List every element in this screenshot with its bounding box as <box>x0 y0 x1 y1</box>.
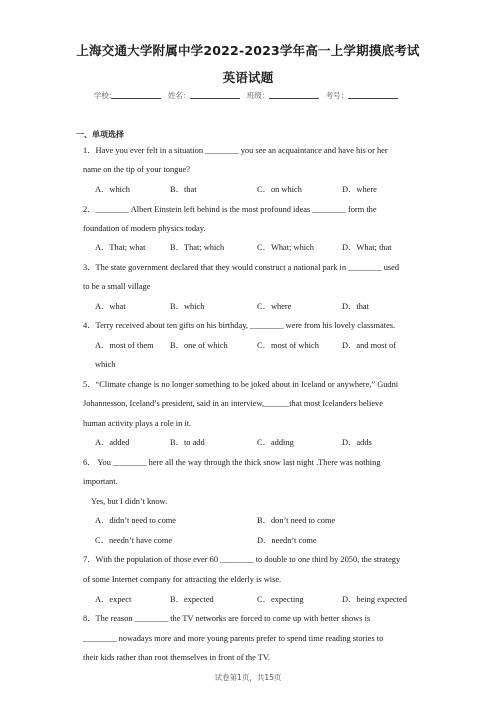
question-4-line-1: 4．Terry received about ten gifts on his birthday, ________ were from his lovely classmates. <box>83 321 396 330</box>
q4-option-a[interactable]: A．most of them <box>95 341 154 350</box>
q7-option-d[interactable]: D．being expected <box>342 595 407 604</box>
question-7-line-2: of some Internet company for attracting the elderly is wise. <box>83 575 282 584</box>
q4-option-c[interactable]: C．most of which <box>257 341 319 350</box>
number-blank[interactable] <box>348 90 398 99</box>
q4-option-d[interactable]: D．and most of <box>342 341 396 350</box>
exam-title: 上海交通大学附属中学2022-2023学年高一上学期摸底考试 <box>76 43 420 58</box>
q2-option-c[interactable]: C．What; which <box>257 243 314 252</box>
question-8-line-3: their kids rather than root themselves in front of the TV. <box>83 653 270 662</box>
q6-option-d[interactable]: D．needn’t come <box>257 536 317 545</box>
q7-option-b[interactable]: B．expected <box>170 595 214 604</box>
question-5-line-1: 5．“Climate change is no longer something to be joked about in Iceland or anywhere,” Gudni <box>83 380 399 389</box>
question-6-line-2: important. <box>83 477 118 486</box>
page-footer: 试卷第1页，共15页 <box>214 673 282 682</box>
question-6-line-1: 6． You ________ here all the way through the thick snow last night .There was nothing <box>83 458 381 467</box>
q7-option-c[interactable]: C．expecting <box>257 595 304 604</box>
name-blank[interactable] <box>190 90 240 99</box>
question-1-line-1: 1．Have you ever felt in a situation ________ you see an acquaintance and have his or her <box>83 146 388 155</box>
q5-option-b[interactable]: B．to add <box>170 438 205 447</box>
q4-option-overflow: which <box>95 360 116 369</box>
number-label: 考号： <box>325 91 349 100</box>
q3-option-d[interactable]: D．that <box>342 302 369 311</box>
q2-option-d[interactable]: D．What; that <box>342 243 392 252</box>
q6-option-a[interactable]: A．didn’t need to come <box>95 516 177 525</box>
q2-option-a[interactable]: A．That; what <box>95 243 146 252</box>
q6-option-c[interactable]: C．needn’t have come <box>95 536 173 545</box>
question-3-line-1: 3．The state government declared that they would construct a national park in ________ used <box>83 263 400 272</box>
q3-option-a[interactable]: A．what <box>95 302 126 311</box>
q1-option-a[interactable]: A．which <box>95 185 130 194</box>
q1-option-d[interactable]: D．where <box>342 185 377 194</box>
q3-option-b[interactable]: B．which <box>170 302 205 311</box>
question-2-line-1: 2．________ Albert Einstein left behind is the most profound ideas ________ form the <box>83 205 377 214</box>
q4-option-b[interactable]: B．one of which <box>170 341 228 350</box>
name-label: 姓名： <box>167 91 191 100</box>
question-1-line-2: name on the tip of your tongue? <box>83 165 190 174</box>
school-label: 学校: <box>93 91 112 100</box>
school-blank[interactable] <box>111 90 161 99</box>
question-5-line-2: Johannesson, Iceland’s president, said in an interview,______that most Icelanders believe <box>83 399 383 408</box>
class-blank[interactable] <box>269 90 319 99</box>
q3-option-c[interactable]: C．where <box>257 302 292 311</box>
question-3-line-2: to be a small village <box>83 282 151 291</box>
question-8-line-1: 8．The reason ________ the TV networks are forced to come up with better shows is <box>83 614 371 623</box>
q2-option-b[interactable]: B．That; which <box>170 243 225 252</box>
question-6-reply: Yes, but I didn’t know. <box>91 497 168 506</box>
question-8-line-2: ________ nowadays more and more young parents prefer to spend time reading stories to <box>83 634 384 643</box>
exam-subtitle: 英语试题 <box>222 70 274 85</box>
q1-option-c[interactable]: C．on which <box>257 185 302 194</box>
section-title: 一、单项选择 <box>76 130 124 139</box>
question-5-line-3: human activity plays a role in it. <box>83 419 192 428</box>
class-label: 班级： <box>246 91 270 100</box>
q5-option-d[interactable]: D．adds <box>342 438 372 447</box>
question-7-line-1: 7．With the population of those ever 60 ________ to double to one third by 2050, the strategy <box>83 555 401 564</box>
q6-option-b[interactable]: B．don’t need to come <box>257 516 336 525</box>
q1-option-b[interactable]: B．that <box>170 185 197 194</box>
student-info-row <box>0 90 496 101</box>
q5-option-c[interactable]: C．adding <box>257 438 294 447</box>
q5-option-a[interactable]: A．added <box>95 438 130 447</box>
q7-option-a[interactable]: A．expect <box>95 595 132 604</box>
question-2-line-2: foundation of modern physics today. <box>83 224 206 233</box>
